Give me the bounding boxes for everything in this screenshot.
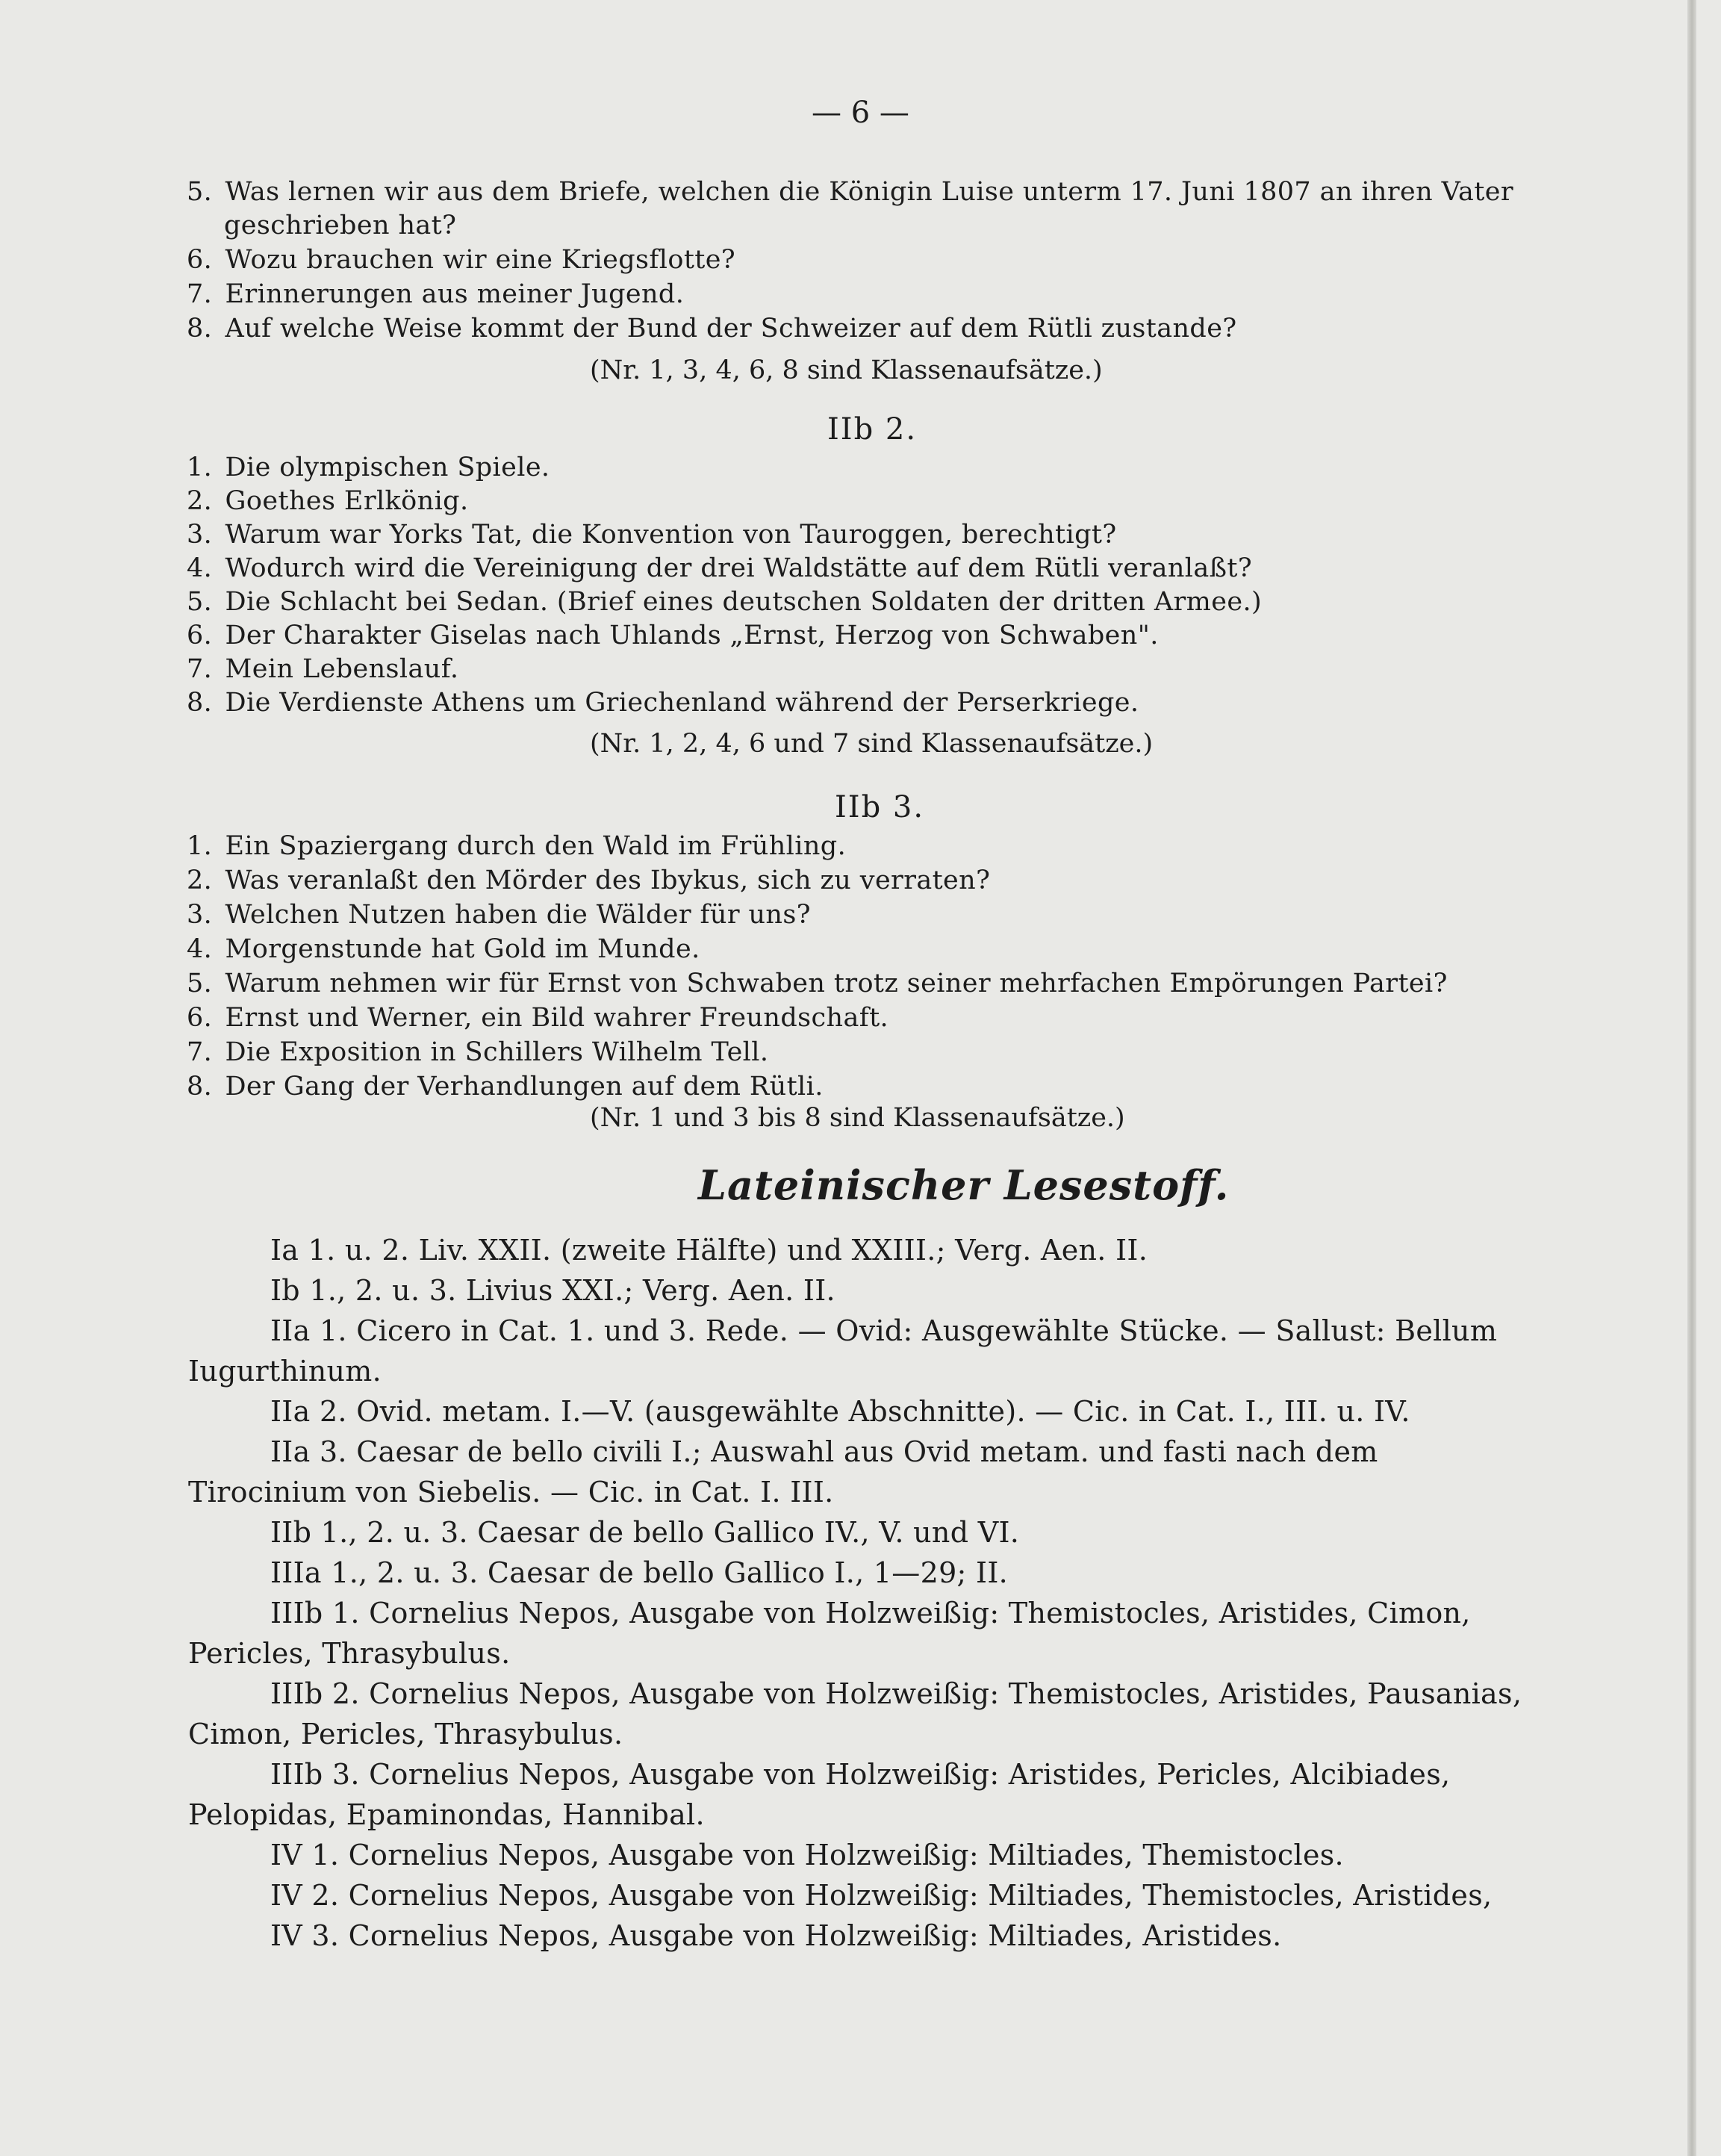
latin-line: IIa 3. Caesar de bello civili I.; Auswahl aus Ovid metam. und fasti nach dem — [270, 1435, 1378, 1468]
class-essay-note: (Nr. 1, 3, 4, 6, 8 sind Klassenaufsätze.) — [590, 355, 1103, 385]
page-number: — 6 — — [812, 96, 909, 130]
list-item: 7. Mein Lebenslauf. — [187, 654, 459, 684]
list-item: 8. Die Verdienste Athens um Griechenland während der Perserkriege. — [187, 688, 1139, 718]
latin-line: IIIb 2. Cornelius Nepos, Ausgabe von Holzweißig: Themistocles, Aristides, Pausanias, — [270, 1677, 1522, 1710]
class-essay-note: (Nr. 1 und 3 bis 8 sind Klassenaufsätze.) — [590, 1103, 1125, 1133]
latin-line: Iugurthinum. — [188, 1355, 382, 1388]
page-edge-shadow — [1687, 0, 1696, 2156]
list-item: 7. Die Exposition in Schillers Wilhelm Tell. — [187, 1037, 769, 1067]
latin-line: IIIb 3. Cornelius Nepos, Ausgabe von Holzweißig: Aristides, Pericles, Alcibiades, — [270, 1758, 1451, 1791]
list-item: 1. Ein Spaziergang durch den Wald im Frühling. — [187, 831, 847, 861]
list-item: 6. Ernst und Werner, ein Bild wahrer Freundschaft. — [187, 1003, 889, 1033]
list-item: 4. Morgenstunde hat Gold im Munde. — [187, 934, 700, 964]
latin-line: IIIb 1. Cornelius Nepos, Ausgabe von Holzweißig: Themistocles, Aristides, Cimon, — [270, 1597, 1471, 1630]
latin-line: Pericles, Thrasybulus. — [188, 1637, 511, 1670]
section-heading-iib3: IIb 3. — [835, 790, 925, 824]
list-item: 3. Welchen Nutzen haben die Wälder für uns? — [187, 900, 811, 930]
list-item: 6. Wozu brauchen wir eine Kriegsflotte? — [187, 245, 736, 275]
list-item: geschrieben hat? — [224, 211, 457, 240]
latin-line: IIIa 1., 2. u. 3. Caesar de bello Gallico I., 1—29; II. — [270, 1556, 1009, 1589]
latin-line: Pelopidas, Epaminondas, Hannibal. — [188, 1798, 705, 1831]
latin-line: IIa 1. Cicero in Cat. 1. und 3. Rede. — Ovid: Ausgewählte Stücke. — Sallust: Bellum — [270, 1314, 1498, 1347]
list-item: 2. Goethes Erlkönig. — [187, 486, 469, 516]
list-item: 5. Warum nehmen wir für Ernst von Schwaben trotz seiner mehrfachen Empörungen Partei? — [187, 969, 1448, 998]
latin-line: IV 3. Cornelius Nepos, Ausgabe von Holzweißig: Miltiades, Aristides. — [270, 1919, 1282, 1952]
latin-line: Ia 1. u. 2. Liv. XXII. (zweite Hälfte) und XXIII.; Verg. Aen. II. — [270, 1234, 1148, 1267]
list-item: 7. Erinnerungen aus meiner Jugend. — [187, 279, 685, 309]
list-item: 3. Warum war Yorks Tat, die Konvention von Tauroggen, berechtigt? — [187, 520, 1117, 550]
latin-line: IV 2. Cornelius Nepos, Ausgabe von Holzweißig: Miltiades, Themistocles, Aristides, — [270, 1879, 1493, 1912]
list-item: 1. Die olympischen Spiele. — [187, 453, 550, 482]
latin-line: Tirocinium von Siebelis. — Cic. in Cat. I. III. — [188, 1476, 834, 1509]
latin-line: IV 1. Cornelius Nepos, Ausgabe von Holzweißig: Miltiades, Themistocles. — [270, 1839, 1344, 1871]
list-item: 5. Was lernen wir aus dem Briefe, welchen die Königin Luise unterm 17. Juni 1807 an ihren Vater — [187, 177, 1514, 207]
list-item: 5. Die Schlacht bei Sedan. (Brief eines deutschen Soldaten der dritten Armee.) — [187, 587, 1263, 617]
list-item: 8. Der Gang der Verhandlungen auf dem Rütli. — [187, 1072, 824, 1102]
latin-line: Cimon, Pericles, Thrasybulus. — [188, 1718, 623, 1750]
latin-line: IIa 2. Ovid. metam. I.—V. (ausgewählte Abschnitte). — Cic. in Cat. I., III. u. IV. — [270, 1395, 1410, 1428]
class-essay-note: (Nr. 1, 2, 4, 6 und 7 sind Klassenaufsätze.) — [590, 729, 1154, 759]
latin-line: Ib 1., 2. u. 3. Livius XXI.; Verg. Aen. II. — [270, 1274, 835, 1307]
list-item: 2. Was veranlaßt den Mörder des Ibykus, sich zu verraten? — [187, 866, 991, 895]
list-item: 8. Auf welche Weise kommt der Bund der Schweizer auf dem Rütli zustande? — [187, 314, 1237, 344]
list-item: 6. Der Charakter Giselas nach Uhlands „Ernst, Herzog von Schwaben". — [187, 621, 1159, 650]
section-heading-iib2: IIb 2. — [827, 412, 918, 447]
latin-reading-title: Lateinischer Lesestoff. — [698, 1161, 1230, 1209]
latin-line: IIb 1., 2. u. 3. Caesar de bello Gallico IV., V. und VI. — [270, 1516, 1020, 1549]
list-item: 4. Wodurch wird die Vereinigung der drei Waldstätte auf dem Rütli veranlaßt? — [187, 553, 1253, 583]
